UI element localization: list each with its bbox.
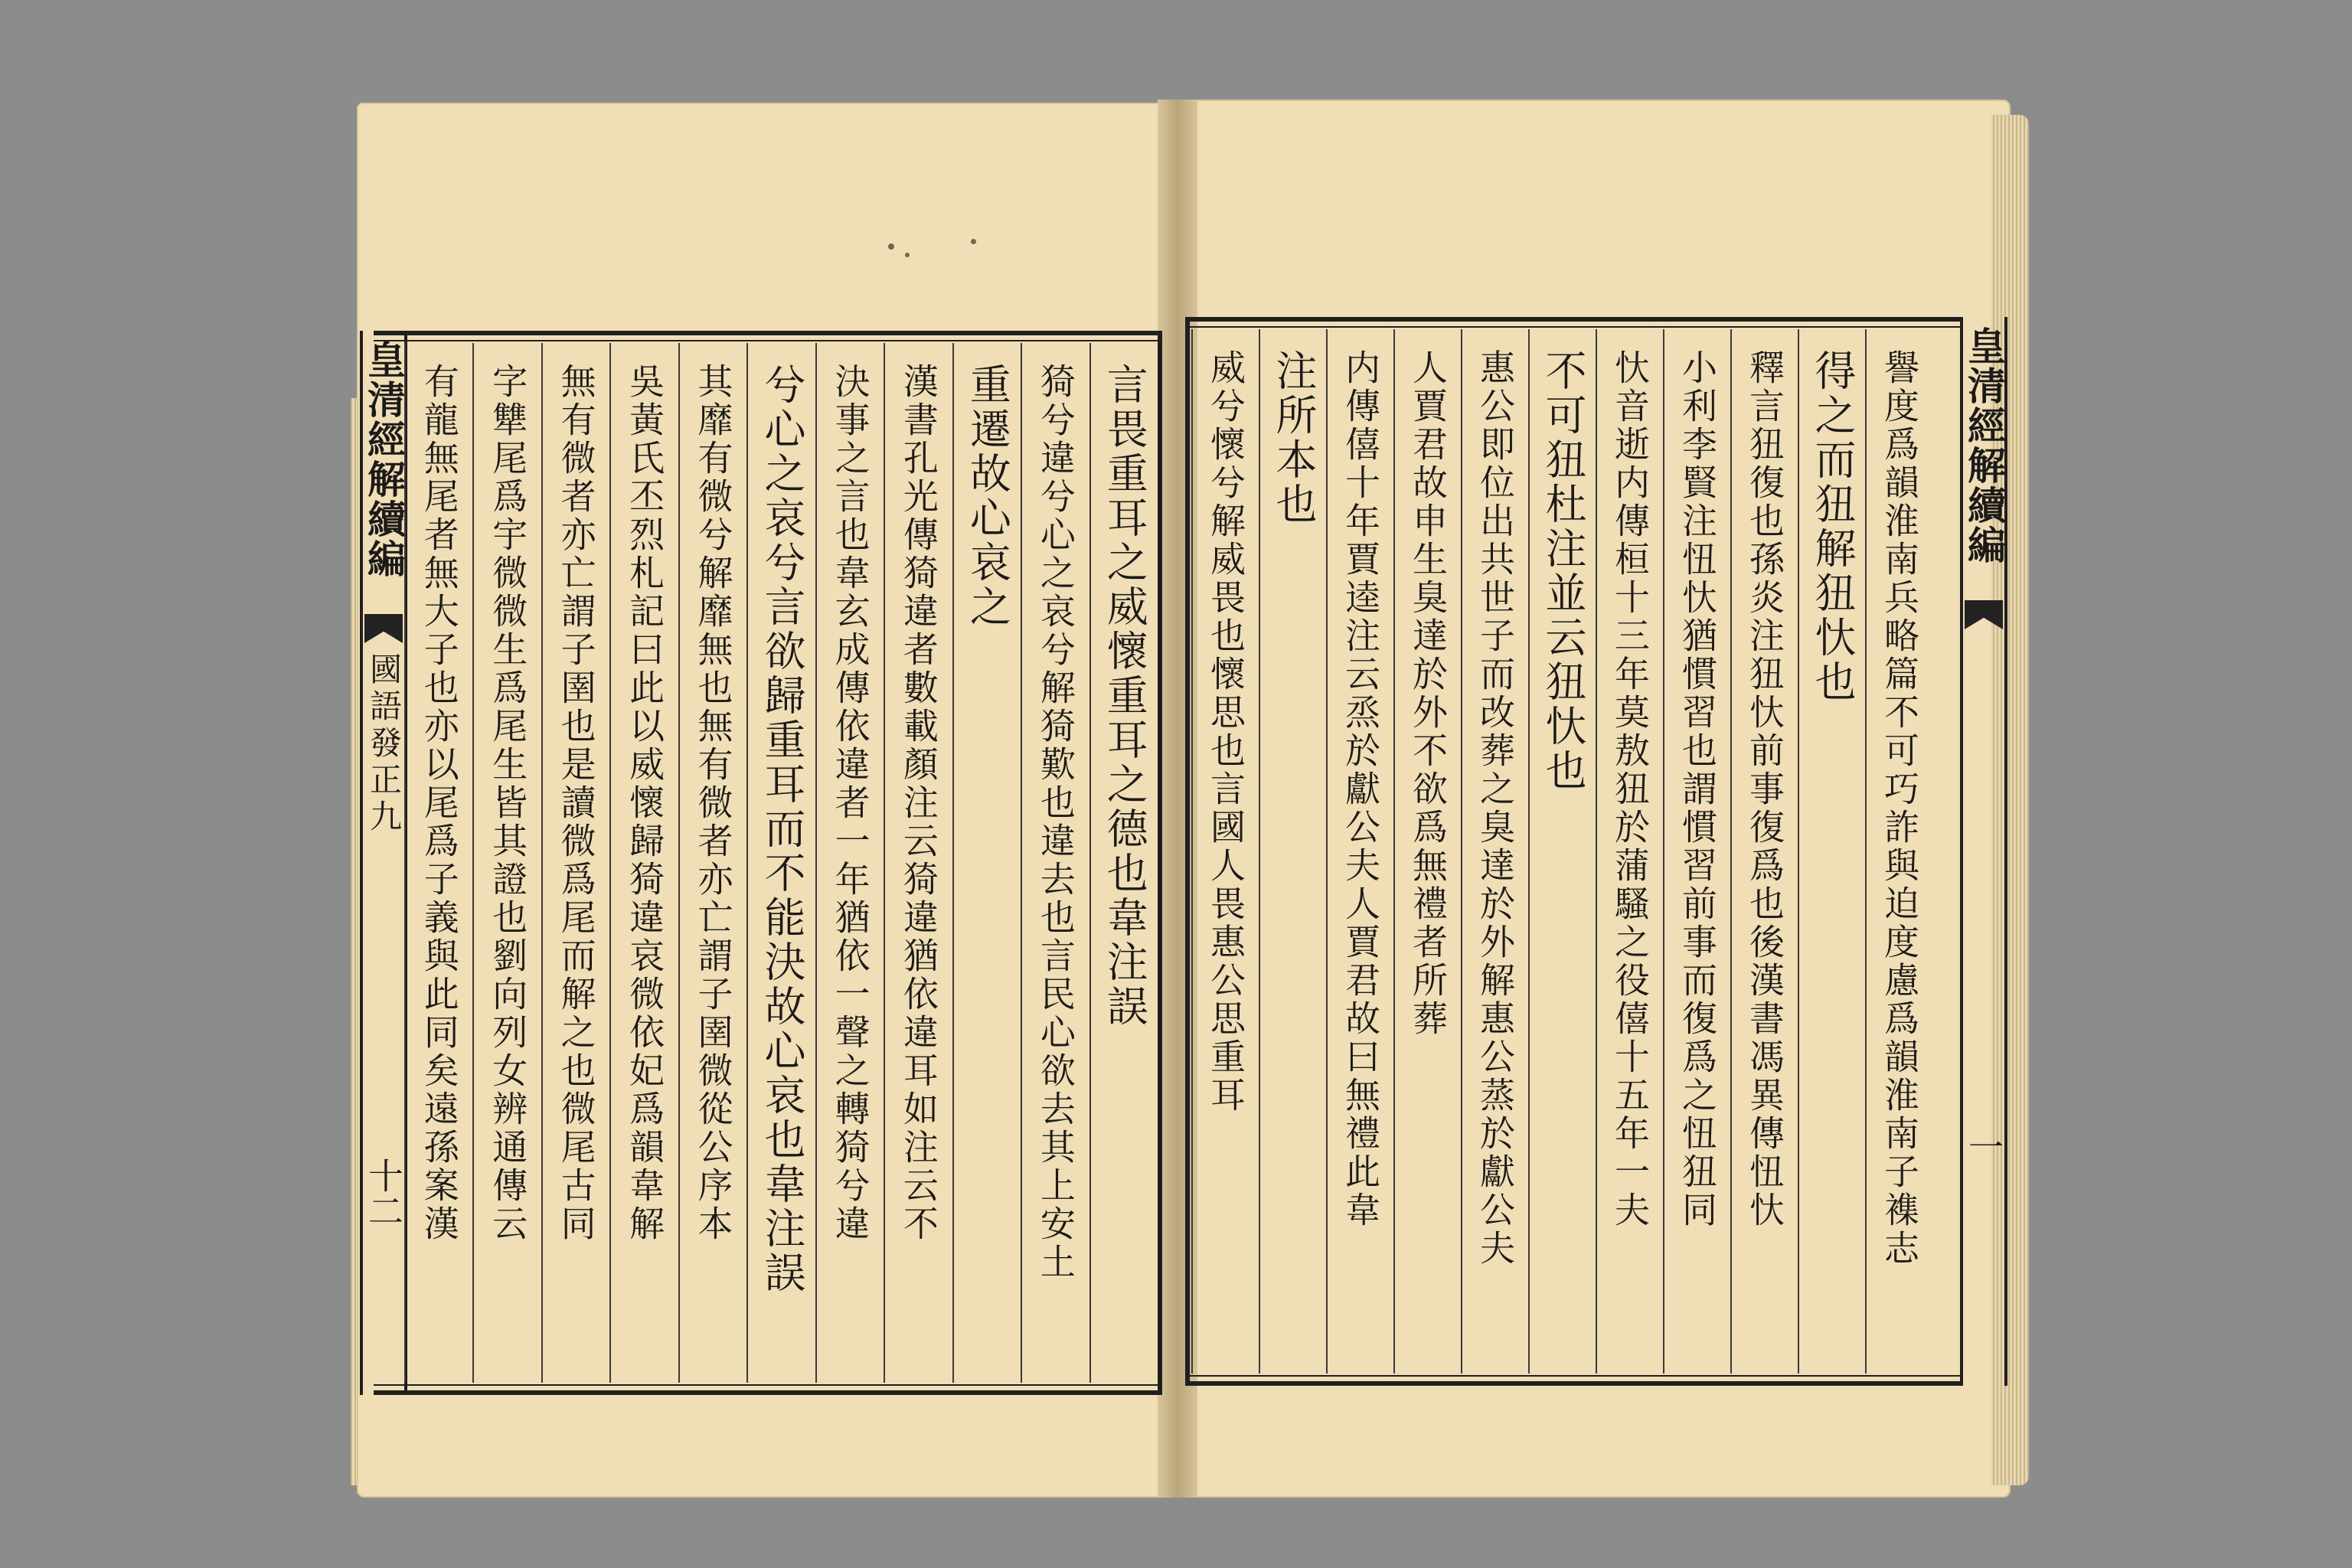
text-column <box>1326 329 1393 1374</box>
text-column <box>1865 329 1932 1374</box>
spine-page-number: 一 <box>1963 1129 2004 1164</box>
ink-stain <box>888 243 894 250</box>
text-column <box>404 343 472 1383</box>
right-text-frame <box>1185 317 1963 1386</box>
column-text: 字犨尾爲宇微微生爲尾生皆其證也劉向列女辨通傳云 <box>487 363 529 1243</box>
column-text: 得之而狃解狃忕也 <box>1808 349 1857 704</box>
right-text-columns <box>1190 329 1932 1374</box>
column-text: 其靡有微兮解靡無也無有微者亦亡謂子圉微從公序本 <box>692 363 734 1243</box>
column-text: 惠公即位出共世子而改葬之臭達於外解惠公蒸於獻公夫 <box>1475 349 1516 1268</box>
spine-book-title: 皇清經解續編 <box>1962 326 2007 565</box>
column-text: 決事之言也韋玄成傳依違者一年猶依一聲之轉猗兮違 <box>829 363 871 1243</box>
text-column <box>1596 329 1663 1374</box>
text-column <box>1021 343 1089 1383</box>
column-text: 漢書孔光傳猗違者數載顏注云猗違猶依違耳如注云不 <box>897 363 939 1243</box>
text-column <box>746 343 815 1383</box>
text-column <box>472 343 541 1383</box>
text-column <box>1259 329 1326 1374</box>
column-text: 注所本也 <box>1269 349 1318 527</box>
spine-page-number: 十二 <box>363 1158 404 1228</box>
text-column <box>1393 329 1461 1374</box>
text-column <box>541 343 609 1383</box>
column-text: 譽度爲韻淮南兵略篇不可巧詐與迫度慮爲韻淮南子襍志 <box>1879 349 1920 1268</box>
text-column <box>1461 329 1528 1374</box>
left-text-frame <box>374 331 1162 1395</box>
column-text: 人賈君故申生臭達於外不欲爲無禮者所葬 <box>1407 349 1449 1038</box>
text-column <box>678 343 746 1383</box>
text-column <box>1663 329 1730 1374</box>
ink-stain <box>971 239 976 244</box>
column-text: 内傳僖十年賈逵注云烝於獻公夫人賈君故曰無禮此韋 <box>1340 349 1381 1230</box>
column-text: 猗兮違兮心之哀兮解猗歎也違去也言民心欲去其上安土 <box>1034 363 1076 1282</box>
column-text: 吳黃氏丕烈札記曰此以威懷歸猗違哀微依妃爲韻韋解 <box>624 363 666 1243</box>
column-text: 無有微者亦亡謂子圉也是讀微爲尾而解之也微尾古同 <box>555 363 597 1243</box>
text-column <box>884 343 952 1383</box>
column-text: 忕音逝内傳桓十三年莫敖狃於蒲騷之役僖十五年一夫 <box>1609 349 1651 1230</box>
column-text: 有龍無尾者無大子也亦以尾爲子義與此同矣遠孫案漢 <box>418 363 460 1243</box>
fish-tail-mark <box>1965 600 2003 629</box>
column-text: 不可狃杜注並云狃忕也 <box>1539 349 1587 793</box>
column-text: 小利李賢注忸忕猶慣習也謂慣習前事而復爲之忸狃同 <box>1677 349 1718 1230</box>
right-page-spine <box>1960 317 2007 1386</box>
left-text-columns <box>404 343 1158 1383</box>
column-text: 兮心之哀兮言欲歸重耳而不能決故心哀也韋注誤 <box>758 363 806 1295</box>
ink-stain <box>905 253 910 257</box>
text-column <box>952 343 1021 1383</box>
text-column <box>1191 329 1259 1374</box>
column-text: 言畏重耳之威懷重耳之德也韋注誤 <box>1100 363 1149 1029</box>
text-column <box>1528 329 1596 1374</box>
spine-section-title: 國語發正九 <box>365 652 403 836</box>
spine-book-title: 皇清經解續編 <box>361 340 407 579</box>
column-text: 釋言狃復也孫炎注狃忕前事復爲也後漢書馮異傳忸忕 <box>1744 349 1785 1230</box>
text-column <box>1089 343 1158 1383</box>
column-text: 威兮懷兮解威畏也懷思也言國人畏惠公思重耳 <box>1205 349 1246 1115</box>
text-column <box>1798 329 1865 1374</box>
text-column <box>815 343 884 1383</box>
text-column <box>1730 329 1798 1374</box>
column-text: 重遷故心哀之 <box>963 363 1012 629</box>
text-column <box>609 343 678 1383</box>
